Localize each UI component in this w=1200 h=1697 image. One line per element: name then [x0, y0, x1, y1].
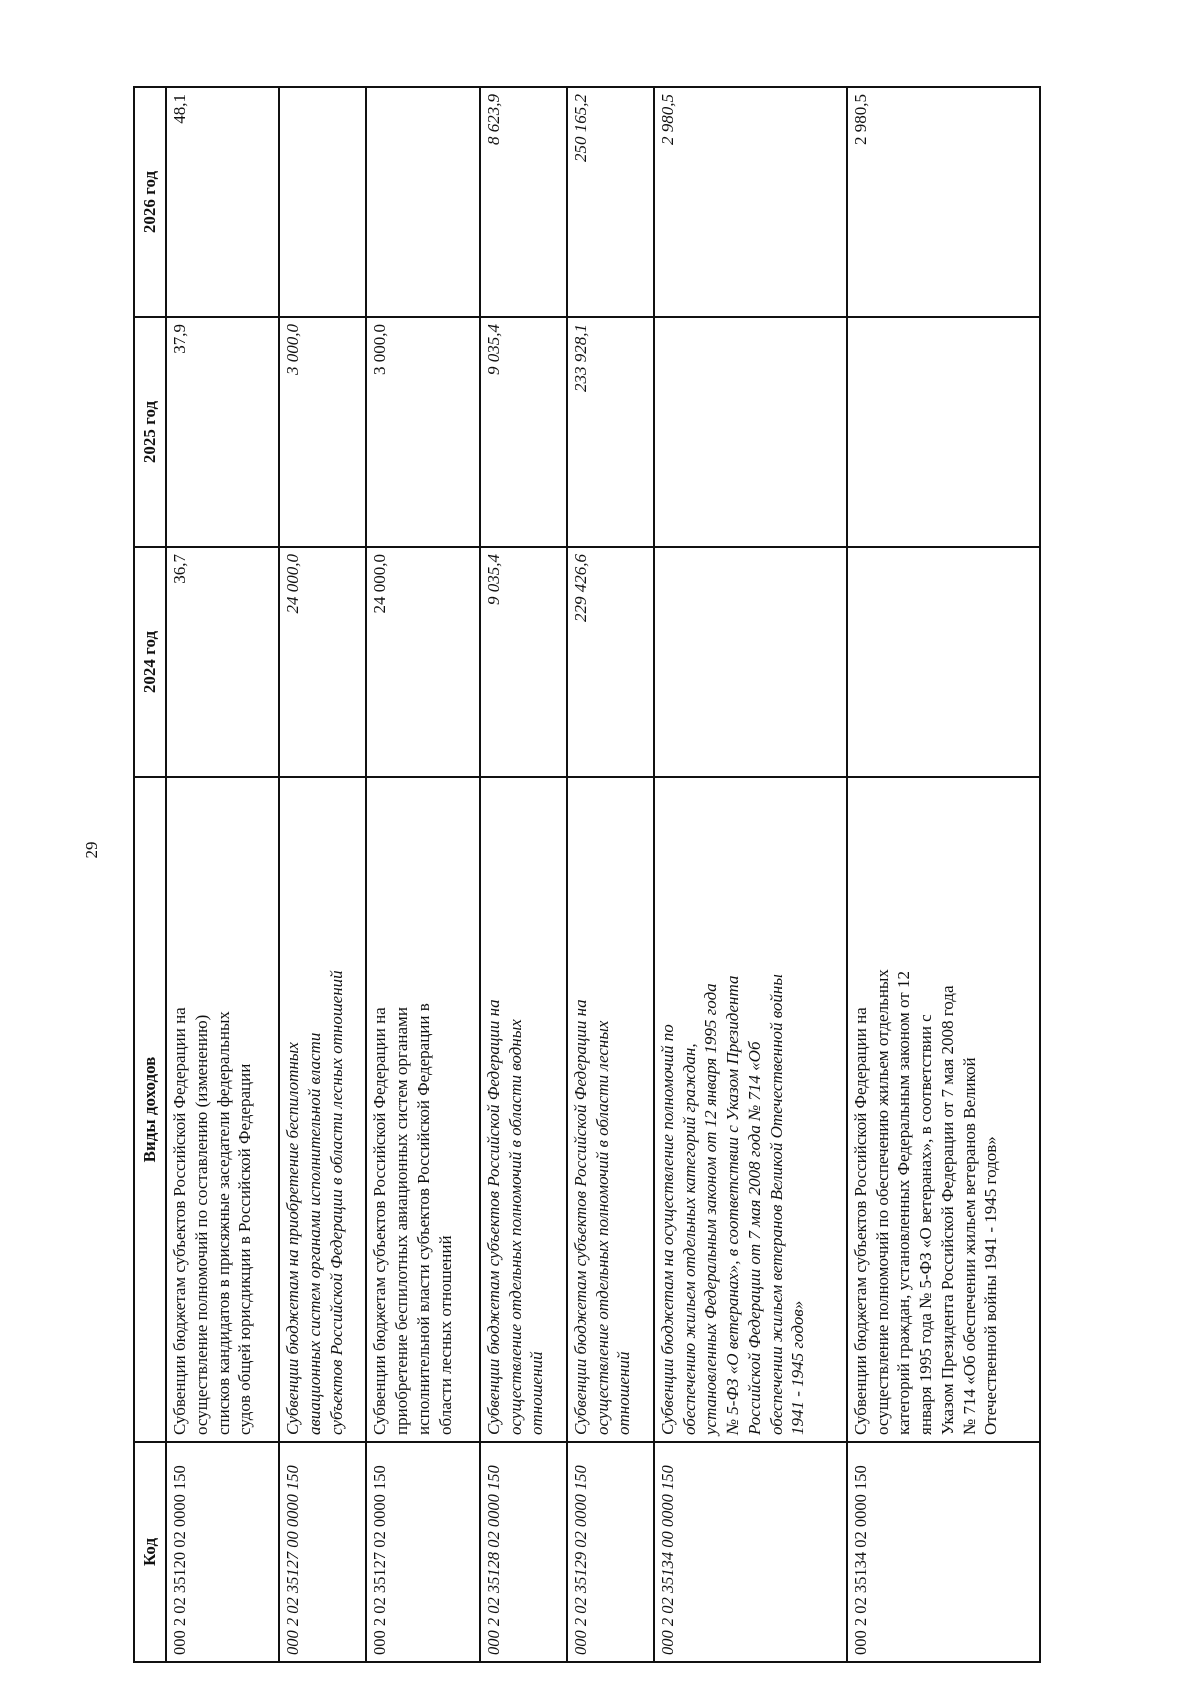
header-2026: 2026 год	[134, 87, 166, 317]
row-value-2026	[279, 87, 366, 317]
table-row	[480, 87, 567, 1662]
description-line: января 1995 года № 5-ФЗ «О ветеранах», в соответствии с	[916, 1014, 936, 1435]
description-line: Субвенции бюджетам на осуществление полномочий по	[657, 1024, 677, 1435]
row-value-2024: 36,7	[166, 547, 279, 777]
description-line: № 714 «Об обеспечении жильем ветеранов Великой	[959, 1057, 979, 1435]
description-line: Субвенции бюджетам субъектов Российской Федерации на	[850, 1007, 870, 1435]
description-line: установленных Федеральным законом от 12 января 1995 года	[701, 983, 721, 1435]
description-line: Субвенции бюджетам субъектов Российской Федерации на	[483, 999, 503, 1435]
description-line: осуществление отдельных полномочий в области лесных	[592, 1020, 612, 1435]
description-line: отношений	[527, 1351, 547, 1435]
description-line: Российской Федерации от 7 мая 2008 года № 714 «Об	[744, 1041, 764, 1435]
description-line: Отечественной войны 1941 - 1945 годов»	[981, 1136, 1001, 1435]
row-value-2025	[847, 317, 1040, 547]
description-line: категорий граждан, установленных Федеральным законом от 12	[894, 971, 914, 1435]
table-row	[166, 87, 279, 1662]
row-value-2025: 37,9	[166, 317, 279, 547]
description-line: № 5-ФЗ «О ветеранах», в соответствии с Указом Президента	[723, 975, 742, 1435]
budget-table	[133, 86, 1041, 1663]
description-line: списков кандидатов в присяжные заседатели федеральных	[213, 1011, 233, 1435]
description-line: авиационных систем органами исполнительной власти	[305, 1032, 325, 1435]
header-description: Виды доходов	[134, 777, 166, 1442]
page-number: 29	[82, 841, 101, 859]
row-value-2024: 24 000,0	[366, 547, 479, 777]
row-code: 000 2 02 35127 00 0000 150	[279, 1442, 366, 1662]
row-description	[166, 777, 279, 1442]
description-line: обеспечению жильем отдельных категорий граждан,	[679, 1043, 699, 1435]
table-row	[654, 87, 847, 1662]
row-value-2025: 3 000,0	[366, 317, 479, 547]
row-description	[654, 777, 847, 1442]
row-code: 000 2 02 35134 02 0000 150	[847, 1442, 1040, 1662]
row-value-2026: 2 980,5	[847, 87, 1040, 317]
description-line: осуществление отдельных полномочий в области водных	[505, 1019, 525, 1435]
row-value-2026: 250 165,2	[567, 87, 654, 317]
row-code: 000 2 02 35120 02 0000 150	[166, 1442, 279, 1662]
header-code: Код	[134, 1442, 166, 1662]
row-value-2024: 229 426,6	[567, 547, 654, 777]
row-value-2026: 2 980,5	[654, 87, 847, 317]
row-code: 000 2 02 35129 02 0000 150	[567, 1442, 654, 1662]
table-row	[567, 87, 654, 1662]
description-line: отношений	[614, 1351, 634, 1435]
description-line: области лесных отношений	[435, 1235, 455, 1435]
row-value-2024: 9 035,4	[480, 547, 567, 777]
row-value-2025: 3 000,0	[279, 317, 366, 547]
description-line: Субвенции бюджетам на приобретение беспилотных	[283, 1042, 303, 1435]
row-code: 000 2 02 35127 02 0000 150	[366, 1442, 479, 1662]
row-description	[567, 777, 654, 1442]
row-value-2024	[654, 547, 847, 777]
row-value-2025	[654, 317, 847, 547]
description-line: Указом Президента Российской Федерации от 7 мая 2008 года	[937, 985, 957, 1435]
header-2025: 2025 год	[134, 317, 166, 547]
description-line: Субвенции бюджетам субъектов Российской Федерации на	[170, 1007, 189, 1435]
description-line: судов общей юрисдикции в Российской Федерации	[235, 1063, 255, 1435]
row-code: 000 2 02 35128 02 0000 150	[480, 1442, 567, 1662]
table-row	[847, 87, 1040, 1662]
description-line: осуществление полномочий по обеспечению жильем отдельных	[872, 969, 892, 1435]
table-body	[166, 87, 1040, 1662]
row-value-2025: 233 928,1	[567, 317, 654, 547]
row-code: 000 2 02 35134 00 0000 150	[654, 1442, 847, 1662]
row-value-2024	[847, 547, 1040, 777]
row-description	[366, 777, 479, 1442]
row-description	[480, 777, 567, 1442]
description-line: исполнительной власти субъектов Российской Федерации в	[413, 1003, 433, 1435]
description-line: осуществление полномочий по составлению (изменению)	[191, 1014, 211, 1435]
row-value-2026: 8 623,9	[480, 87, 567, 317]
description-line: Субвенции бюджетам субъектов Российской Федерации на	[570, 999, 590, 1435]
budget-table-rotated	[133, 88, 1041, 1663]
row-description	[279, 777, 366, 1442]
description-line: приобретение беспилотных авиационных систем органами	[392, 1007, 412, 1435]
description-line: обеспечении жильем ветеранов Великой Отечественной войны	[766, 974, 786, 1435]
row-value-2024: 24 000,0	[279, 547, 366, 777]
row-value-2026: 48,1	[166, 87, 279, 317]
row-description	[847, 777, 1040, 1442]
description-line: Субвенции бюджетам субъектов Российской Федерации на	[370, 1007, 390, 1435]
row-value-2026	[366, 87, 479, 317]
table-row	[279, 87, 366, 1662]
table-header-row	[134, 87, 166, 1662]
table-row	[366, 87, 479, 1662]
description-line: 1941 - 1945 годов»	[788, 1300, 808, 1435]
row-value-2025: 9 035,4	[480, 317, 567, 547]
header-2024: 2024 год	[134, 547, 166, 777]
description-line: субъектов Российской Федерации в области лесных отношений	[326, 970, 346, 1435]
